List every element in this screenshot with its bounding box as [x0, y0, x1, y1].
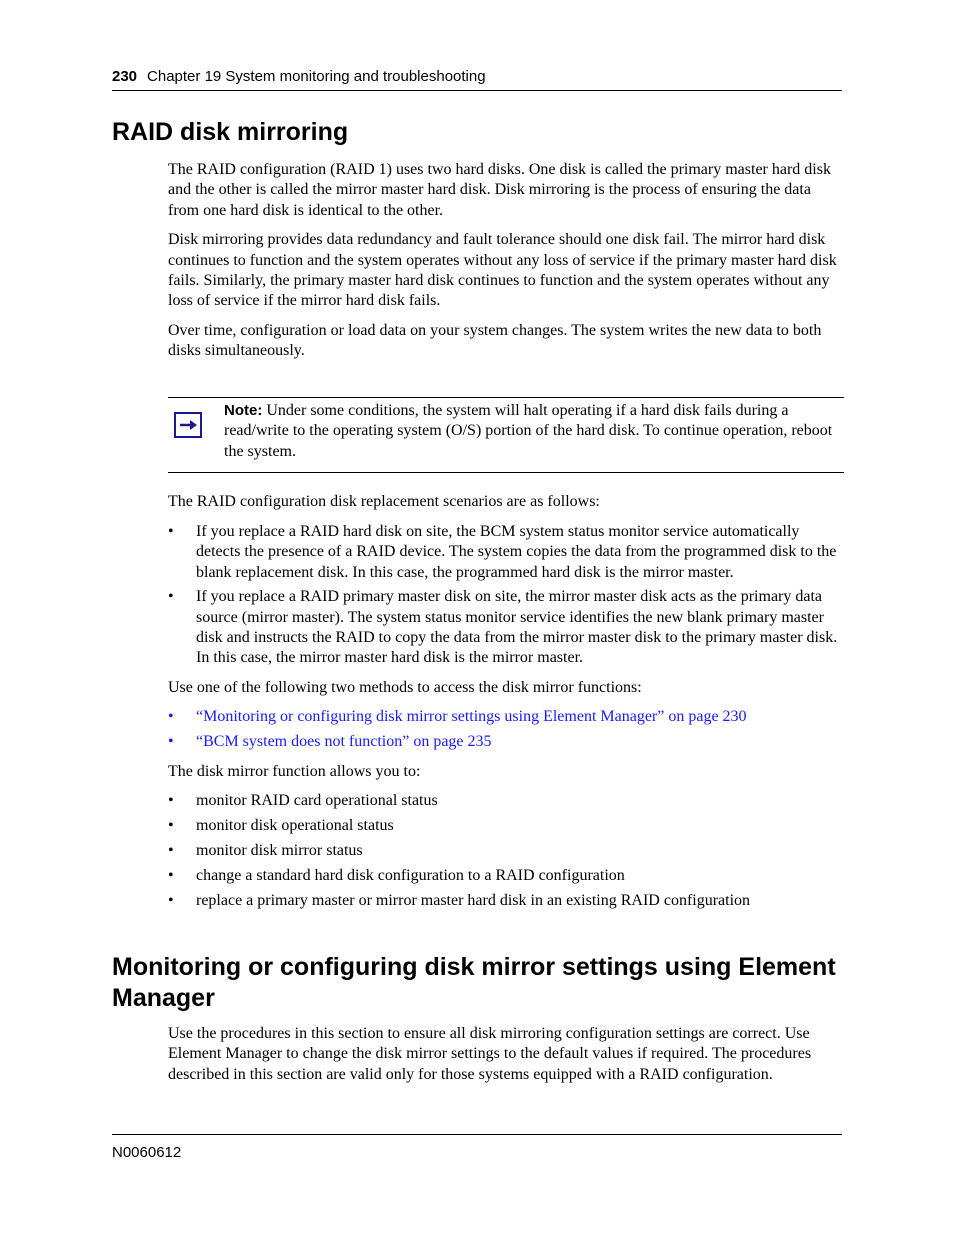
- header-divider: [112, 90, 842, 91]
- list-item-text: If you replace a RAID primary master disk on site, the mirror master disk acts as the primary data source (mirror master). The system status monitor service identifies the new blank primary master disk and instructs the RAID to copy the data from the mirror master disk to the primary master disk. In this case, the mirror master hard disk is the mirror master.: [196, 588, 838, 667]
- list-item: [168, 891, 843, 911]
- scenarios-list: [168, 522, 843, 669]
- list-item-text: change a standard hard disk configuration to a RAID configuration: [196, 867, 625, 884]
- note-label: Note:: [224, 402, 263, 419]
- bullet: •: [168, 792, 174, 809]
- document-id: N0060612: [112, 1144, 182, 1161]
- list-item-text: monitor RAID card operational status: [196, 792, 438, 809]
- paragraph: Use the procedures in this section to ensure all disk mirroring configuration settings are correct. Use Element Manager to change the disk mirror settings to the default values if required. The procedures described in this section are valid only for those systems equipped with a RAID configuration.: [168, 1025, 812, 1083]
- section-title-monitoring-configuring: Monitoring or configuring disk mirror settings using Element Manager: [112, 953, 836, 1012]
- chapter-title: Chapter 19 System monitoring and troubleshooting: [147, 68, 486, 85]
- list-item: [168, 587, 843, 669]
- right-arrow-icon: [174, 412, 202, 438]
- bullet: •: [168, 588, 174, 606]
- list-item-text: monitor disk mirror status: [196, 842, 363, 859]
- bullet: •: [168, 708, 174, 725]
- paragraph: Over time, configuration or load data on your system changes. The system writes the new data to both disks simultaneously.: [168, 321, 822, 360]
- link-element-manager-settings[interactable]: “Monitoring or configuring disk mirror settings using Element Manager” on page 230: [196, 708, 747, 725]
- footer-divider: [112, 1134, 842, 1135]
- intro-paragraphs: [168, 160, 843, 362]
- page-header: [112, 68, 842, 85]
- paragraph: The RAID configuration disk replacement scenarios are as follows:: [168, 493, 600, 510]
- page-number: 230: [112, 68, 138, 85]
- note-text: [224, 401, 839, 462]
- bullet: •: [168, 523, 174, 540]
- bullet: •: [168, 733, 174, 750]
- methods-list: [168, 707, 843, 752]
- list-item: [168, 866, 843, 886]
- paragraph: The RAID configuration (RAID 1) uses two hard disks. One disk is called the primary master hard disk and the other is called the mirror master hard disk. Disk mirroring is the process of ensuring the data from one hard disk is identical to the other.: [168, 161, 831, 219]
- list-item-text: If you replace a RAID hard disk on site, the BCM system status monitor service automatically detects the presence of a RAID device. The system copies the data from the programmed disk to the blank replacement disk. In this case, the programmed hard disk is the mirror master.: [196, 523, 837, 581]
- note-body: Under some conditions, the system will halt operating if a hard disk fails during a read/write to the operating system (O/S) portion of the hard disk. To continue operation, reboot the system.: [224, 402, 833, 460]
- list-item: [168, 841, 843, 861]
- list-item-text: replace a primary master or mirror master hard disk in an existing RAID configuration: [196, 892, 751, 909]
- bullet: •: [168, 842, 174, 859]
- note-box: [168, 397, 844, 473]
- bullet: •: [168, 817, 174, 834]
- list-item: [168, 791, 843, 811]
- bullet: •: [168, 867, 174, 884]
- functions-intro: [168, 762, 843, 782]
- paragraph: Use one of the following two methods to access the disk mirror functions:: [168, 679, 642, 696]
- link-bcm-system-does-not-function[interactable]: “BCM system does not function” on page 235: [196, 733, 492, 750]
- list-item: [168, 707, 843, 727]
- functions-list: [168, 791, 843, 911]
- section-title-raid-disk-mirroring: RAID disk mirroring: [112, 118, 349, 146]
- paragraph: Disk mirroring provides data redundancy and fault tolerance should one disk fail. The mirror hard disk continues to function and the system operates without any loss of service if the primary master hard disk fails. Similarly, the primary master hard disk continues to function and the system operates without any loss of service if the mirror hard disk fails.: [168, 231, 837, 310]
- paragraph: The disk mirror function allows you to:: [168, 763, 421, 780]
- list-item: [168, 816, 843, 836]
- list-item-text: monitor disk operational status: [196, 817, 394, 834]
- list-item: [168, 732, 843, 752]
- section2-paragraph: [168, 1024, 843, 1085]
- methods-intro: [168, 678, 843, 698]
- bullet: •: [168, 892, 174, 909]
- list-item: [168, 522, 843, 583]
- scenarios-intro: [168, 492, 843, 512]
